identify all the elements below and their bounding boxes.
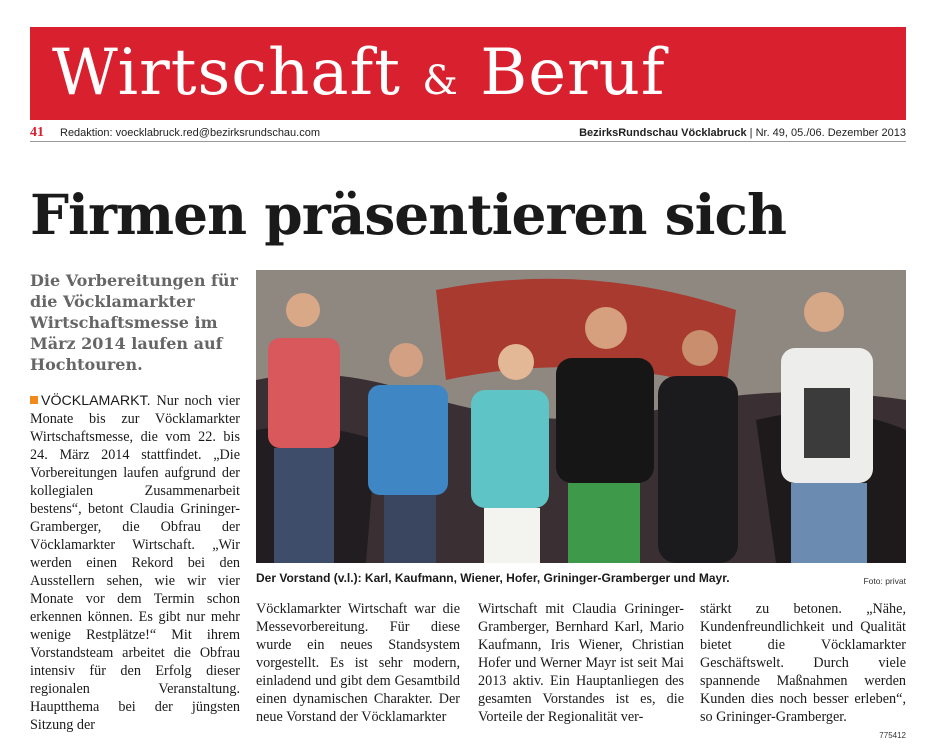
article-column-2: Vöcklamarkter Wirtschaft war die Messevorbereitung. Für diese wurde ein neues Standsystem vorgestellt. Es ist sehr modern, einladend und gibt dem Gesamtbild einen dynamischen Charakter. Der neue Vorstand der Vöcklamarkter — [256, 601, 460, 725]
caption-text: Karl, Kaufmann, Wiener, Hofer, Grininger-Gramberger und Mayr. — [364, 571, 730, 585]
section-banner — [30, 27, 906, 120]
article-dateline: VÖCKLAMARKT. — [41, 393, 151, 409]
section-title-part2: Beruf — [480, 36, 666, 110]
article-headline: Firmen präsentieren sich — [30, 182, 786, 247]
publication-info — [579, 124, 906, 142]
section-title — [52, 33, 666, 121]
publication-name: BezirksRundschau Vöcklabruck — [579, 127, 747, 139]
redaktion-email: Redaktion: voecklabruck.red@bezirksrundschau.com — [60, 127, 321, 139]
article-column-3: Wirtschaft mit Claudia Grininger-Gramberger, Bernhard Karl, Mario Kaufmann, Iris Wiener, Christian Hofer und Werner Mayr ist seit Mai 2013 aktiv. Ein Hauptanliegen des gesamten Vorstandes ist es, die Vorteile der Regionalität ver- — [478, 601, 684, 725]
article-lead: Die Vorbereitungen für die Vöcklamarkter Wirtschaftsmesse im März 2014 laufen auf Hochtouren. — [30, 271, 238, 374]
page-meta-line — [30, 124, 906, 142]
section-title-part1: Wirtschaft — [52, 36, 401, 110]
article-code: 775412 — [879, 731, 906, 740]
caption-label: Der Vorstand (v.l.): — [256, 571, 362, 585]
article-photo — [256, 270, 906, 563]
photo-caption — [256, 570, 906, 586]
section-title-ampersand: & — [422, 58, 459, 104]
article-column-1-text: Nur noch vier Monate bis zur Vöcklamarkter Wirtschaftsmesse, die vom 22. bis 24. März 2014 stattfindet. „Die Vorbereitungen laufen aufgrund der kollegialen Zusammenarbeit bestens“, betont Claudia Grininger-Gramberger, die Obfrau der Vöcklamarkter Wirtschaft. „Wir werden einen Rekord bei den Ausstellern sehen, wie wir vier Monate vor dem Termin schon erkennen können. Es gibt nur mehr wenige Restplätze!“ Mit ihrem Vorstandsteam arbeitet die Obfrau intensiv für den Erfolg dieser regionalen Veranstaltung. Hauptthema bei der jüngsten Sitzung der — [30, 393, 241, 733]
article-column-1 — [30, 392, 240, 734]
group-photo-illustration — [256, 270, 906, 563]
photo-credit: Foto: privat — [863, 576, 906, 586]
issue-info: | Nr. 49, 05./06. Dezember 2013 — [749, 127, 906, 139]
article-column-4: stärkt zu betonen. „Nähe, Kundenfreundlichkeit und Qualität bietet die Vöcklamarkter Geschäftswelt. Durch viele spannende Maßnahmen werden Kunden dies noch besser erleben“, so Grininger-Gramberger. — [700, 601, 906, 725]
dateline-marker — [30, 396, 38, 404]
page-number: 41 — [30, 125, 44, 140]
